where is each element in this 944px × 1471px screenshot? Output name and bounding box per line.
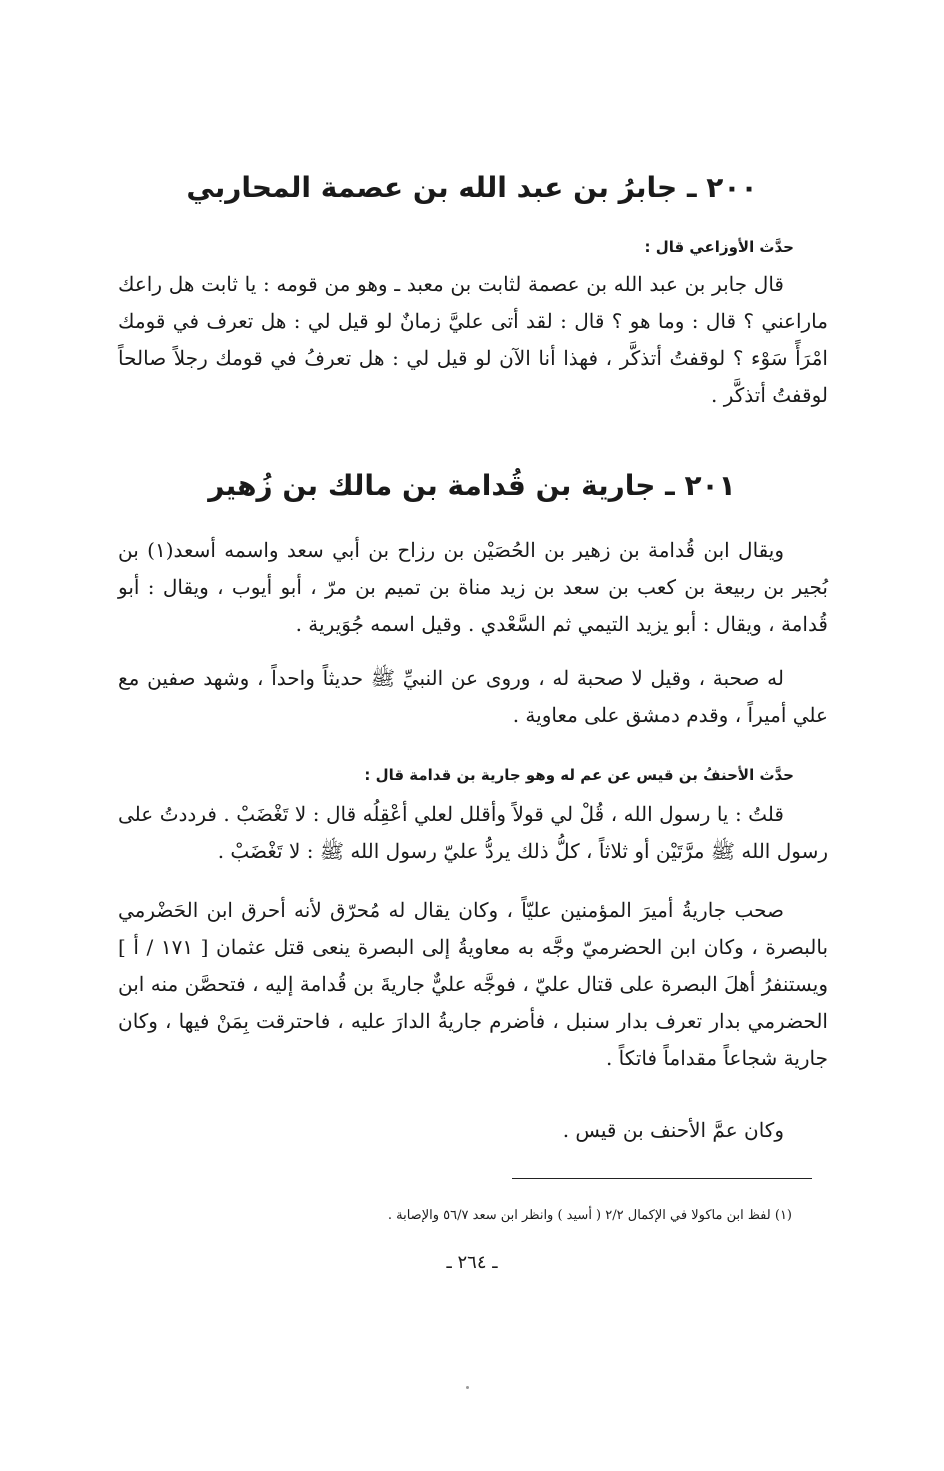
scan-speck [466,1386,469,1389]
body-paragraph: قال جابر بن عبد الله بن عصمة لثابت بن معبد ـ وهو من قومه : يا ثابت هل راعك ماراعني ؟ قال : وما هو ؟ قال : لقد أتى عليَّ زمانٌ لو قيل لي : هل تعرف في قومك امْرَأً سَوْء ؟ لوقفتُ أتذكَّر ، فهذا أنا الآن لو قيل لي : هل تعرفُ في قومك رجلاً صالحاً لوقفتُ أتذكَّر . [118,272,828,407]
body-paragraph: له صحبة ، وقيل لا صحبة له ، وروى عن النبيِّ ﷺ حديثاً واحداً ، وشهد صفين مع علي أميراً ، وقدم دمشق على معاوية . [118,666,828,727]
section-heading-200: ٢٠٠ ـ جابرُ بن عبد الله بن عصمة المحاربي [186,171,758,204]
narration-intro: حدَّث الأوزاعي قال : [644,238,794,256]
hadith-quote: قلتُ : يا رسول الله ، قُلْ لي قولاً وأقلل لعلي أعْقِلُه قال : لا تَغْضَبْ . فرددتُ على رسول الله ﷺ مرَّتَيْن أو ثلاثاً ، كلُّ ذلك يردُّ عليّ رسول الله ﷺ : لا تَغْضَبْ . [118,802,828,863]
body-paragraph: ويقال ابن قُدامة بن زهير بن الحُصَيْن بن رزاح بن أبي سعد واسمه أسعد(١) بن بُجير بن ربيعة بن كعب بن سعد بن زيد مناة بن تميم بن مرّ ، أبو أيوب ، ويقال : أبو قُدامة ، ويقال : أبو يزيد التيمي ثم السَّعْدي . وقيل اسمه جُوَيرية . [118,538,828,636]
page-number: ـ ٢٦٤ ـ [446,1252,498,1273]
footnote-divider [512,1178,812,1179]
footnote: (١) لفظ ابن ماكولا في الإكمال ٢/٢ ( أسيد ) وانظر ابن سعد ٥٦/٧ والإصابة . [387,1208,792,1223]
section-heading-201: ٢٠١ ـ جارية بن قُدامة بن مالك بن زُهير [208,469,736,502]
body-paragraph: وكان عمَّ الأحنف بن قيس . [562,1118,784,1142]
body-paragraph: صحب جاريةُ أميرَ المؤمنين عليّاً ، وكان يقال له مُحرّق لأنه أحرق ابن الحَضْرمي بالبصرة ، وكان ابن الحضرميّ وجَّه به معاويةُ إلى البصرة ينعى قتل عثمان [ ١٧١ / أ ] ويستنفرُ أهلَ البصرة على قتال عليّ ، فوجَّه عليٌّ جاريةَ بن قُدامة إليه ، فتحصَّن منه ابن الحضرمي بدار تعرف بدار سنبل ، فأضرم جاريةُ الدارَ عليه ، فاحترقت بِمَنْ فيها ، وكان جارية شجاعاً مقداماً فاتكاً . [118,898,829,1070]
narration-intro: حدَّث الأحنفُ بن قيس عن عم له وهو جارية بن قدامة قال : [364,766,794,784]
